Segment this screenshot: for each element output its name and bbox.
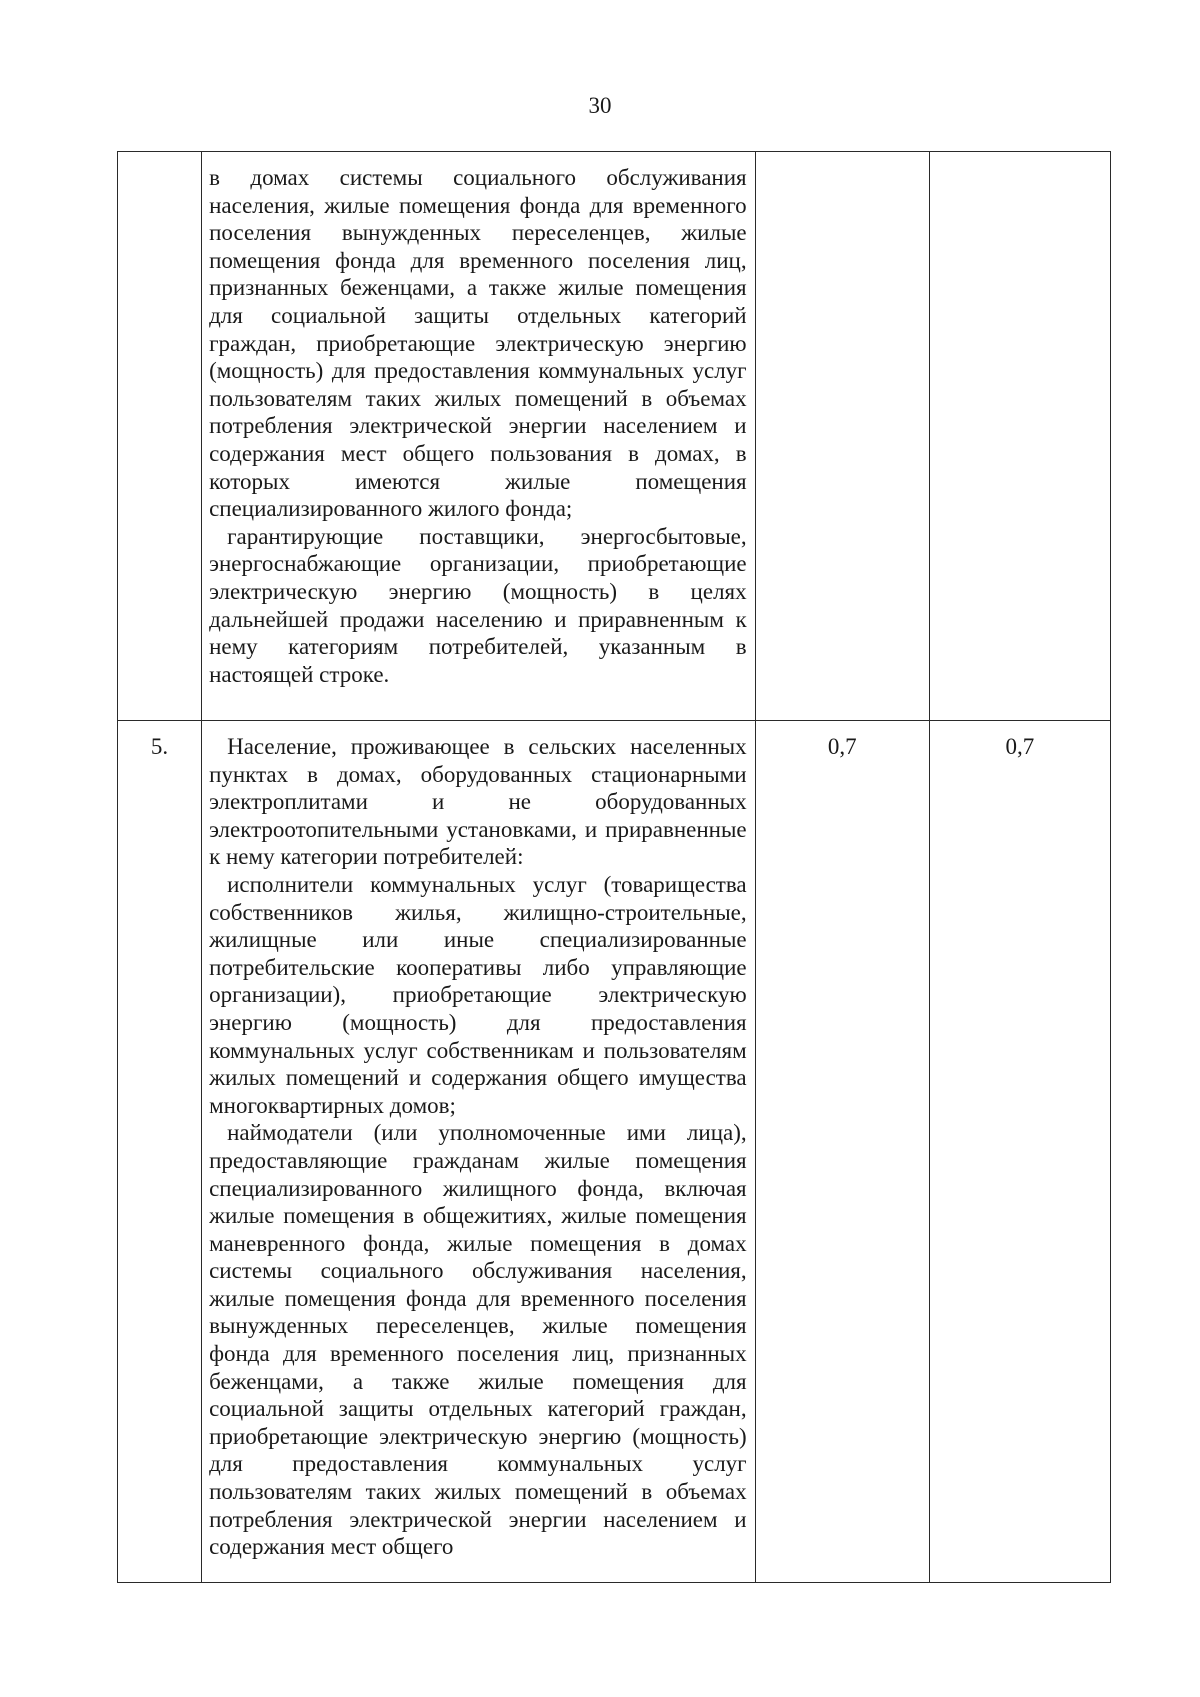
page-number: 30 — [588, 93, 612, 118]
description-cell — [202, 721, 756, 1583]
value-cell-1 — [755, 152, 929, 721]
value-cell-1: 0,7 — [755, 721, 929, 1583]
table-row — [118, 152, 1111, 721]
row-number-cell — [118, 152, 202, 721]
description-paragraph: исполнители коммунальных услуг (товарищества собственников жилья, жилищно-строительные, жилищные или иные специализированные потребительские кооперативы либо управляющие организации), приобретающие электрическую энергию (мощность) для предоставления коммунальных услуг собственникам и пользователям жилых помещений и содержания общего имущества многоквартирных домов; — [209, 871, 747, 1118]
tariff-table — [117, 151, 1111, 1583]
description-paragraph: гарантирующие поставщики, энергосбытовые, энергоснабжающие организации, приобретающие электрическую энергию (мощность) в целях дальнейшей продажи населению и приравненным к нему категориям потребителей, указанным в настоящей строке. — [209, 523, 747, 687]
description-cell — [202, 152, 756, 721]
value-cell-2: 0,7 — [929, 721, 1110, 1583]
row-number-cell: 5. — [118, 721, 202, 1583]
description-paragraph: Население, проживающее в сельских населенных пунктах в домах, оборудованных стационарными электроплитами и не оборудованных электроотопительными установками, и приравненные к нему категории потребителей: — [209, 734, 747, 870]
description-paragraph: наймодатели (или уполномоченные ими лица), предоставляющие гражданам жилые помещения специализированного жилищного фонда, включая жилые помещения в общежитиях, жилые помещения маневренного фонда, жилые помещения в домах системы социального обслуживания населения, жилые помещения фонда для временного поселения вынужденных переселенцев, жилые помещения фонда для временного поселения лиц, признанных беженцами, а также жилые помещения для социальной защиты отдельных категорий граждан, приобретающие электрическую энергию (мощность) для предоставления коммунальных услуг пользователям таких жилых помещений в объемах потребления электрической энергии населением и содержания мест общего — [209, 1120, 747, 1560]
description-paragraph: в домах системы социального обслуживания населения, жилые помещения фонда для временного поселения вынужденных переселенцев, жилые помещения фонда для временного поселения лиц, признанных беженцами, а также жилые помещения для социальной защиты отдельных категорий граждан, приобретающие электрическую энергию (мощность) для предоставления коммунальных услуг пользователям таких жилых помещений в объемах потребления электрической энергии населением и содержания мест общего пользования в домах, в которых имеются жилые помещения специализированного жилого фонда; — [209, 165, 747, 522]
table-row — [118, 721, 1111, 1583]
value-cell-2 — [929, 152, 1110, 721]
